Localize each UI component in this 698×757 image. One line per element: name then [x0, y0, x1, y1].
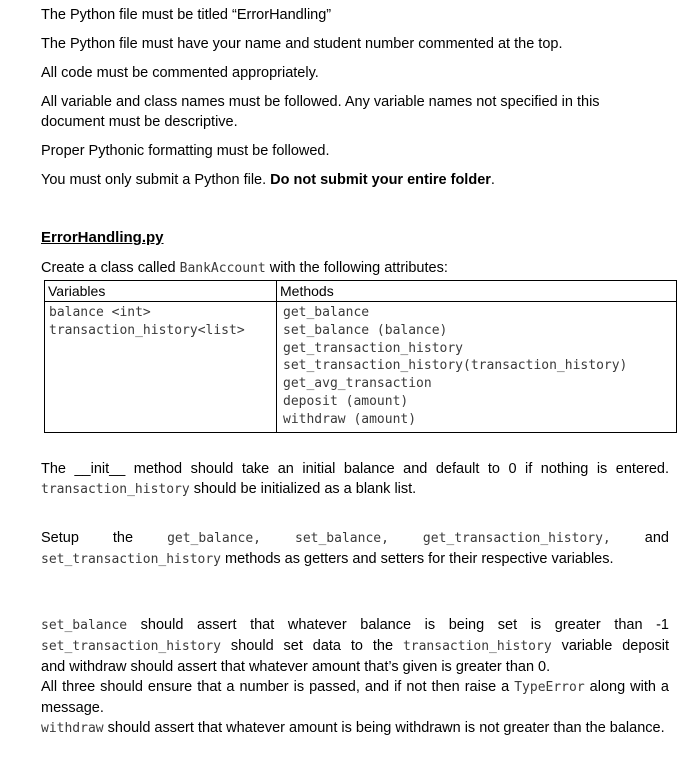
code-get-transaction-history: get_transaction_history, — [422, 531, 611, 546]
init-paragraph — [41, 459, 669, 500]
rules-text: along with a — [584, 679, 669, 695]
code-transaction-history: transaction_history — [41, 482, 190, 497]
section-intro — [41, 259, 448, 278]
rules-line-6 — [41, 718, 669, 739]
submit-period: . — [490, 172, 495, 188]
header-methods: Methods — [277, 281, 677, 302]
setup-line-2 — [41, 549, 669, 570]
setup-word: the — [112, 530, 134, 546]
method-item: get_balance — [283, 305, 370, 320]
code-transaction-history: transaction_history — [402, 639, 552, 654]
code-get-balance: get_balance, — [167, 531, 261, 546]
intro-after: with the following attributes: — [265, 260, 448, 276]
submit-warning: Do not submit your entire folder — [270, 172, 491, 188]
rules-text: should set data to the — [221, 638, 403, 654]
code-set-balance: set_balance, — [295, 531, 389, 546]
setup-word: Setup — [41, 530, 79, 546]
code-withdraw: withdraw — [41, 721, 104, 736]
variables-cell — [45, 302, 277, 433]
method-item: get_transaction_history — [283, 340, 464, 356]
submit-text: You must only submit a Python file. — [41, 172, 271, 188]
intro-text: Create a class called — [41, 260, 180, 276]
rules-line-4 — [41, 677, 669, 698]
code-set-transaction-history: set_transaction_history — [41, 552, 222, 567]
init-line-1: The __init__ method should take an initial balance and default to 0 if nothing is entered. — [41, 461, 669, 477]
rules-line-3: and withdraw should assert that whatever amount that’s given is greater than 0. — [41, 659, 551, 675]
requirement-title: The Python file must be titled “ErrorHandling” — [41, 7, 332, 23]
class-name-code: BankAccount — [179, 261, 266, 276]
requirement-header-comment: The Python file must have your name and student number commented at the top. — [41, 36, 563, 52]
section-heading: ErrorHandling.py — [41, 229, 164, 246]
method-item: set_transaction_history(transaction_history) — [283, 358, 628, 374]
requirement-names: All variable and class names must be followed. Any variable names not specified in this document must be descriptive. — [41, 94, 600, 130]
code-set-balance: set_balance — [41, 618, 128, 633]
header-variables: Variables — [45, 281, 277, 302]
variable-item: balance <int> — [49, 305, 151, 320]
requirement-submit — [41, 170, 495, 190]
setup-line-1 — [41, 528, 669, 549]
init-line-2-text: should be initialized as a blank list. — [189, 481, 417, 497]
requirement-commented: All code must be commented appropriately. — [41, 65, 319, 81]
setup-paragraph — [41, 528, 669, 570]
rules-text: should assert that whatever amount is being withdrawn is not greater than the balance. — [103, 720, 665, 736]
rules-paragraph — [41, 615, 669, 739]
methods-cell — [277, 302, 677, 433]
method-item: set_balance (balance) — [283, 322, 448, 338]
rules-text: All three should ensure that a number is passed, and if not then raise a — [41, 679, 515, 695]
method-item: get_avg_transaction — [283, 376, 432, 392]
init-line-2 — [41, 479, 669, 500]
attributes-table — [44, 280, 677, 433]
requirement-formatting: Proper Pythonic formatting must be followed. — [41, 143, 330, 159]
setup-line-2-text: methods as getters and setters for their respective variables. — [221, 551, 614, 567]
rules-line-5: message. — [41, 700, 104, 716]
code-set-transaction-history: set_transaction_history — [41, 639, 222, 654]
rules-line-2 — [41, 636, 669, 657]
code-type-error: TypeError — [514, 680, 585, 695]
rules-text: variable deposit — [551, 638, 670, 654]
method-item: deposit (amount) — [283, 393, 409, 409]
variable-item: transaction_history<list> — [49, 322, 245, 338]
setup-word: and — [644, 530, 669, 546]
method-item: withdraw (amount) — [283, 411, 417, 427]
rules-text: should assert that whatever balance is being set is greater than -1 — [127, 617, 669, 633]
rules-line-1 — [41, 615, 669, 636]
